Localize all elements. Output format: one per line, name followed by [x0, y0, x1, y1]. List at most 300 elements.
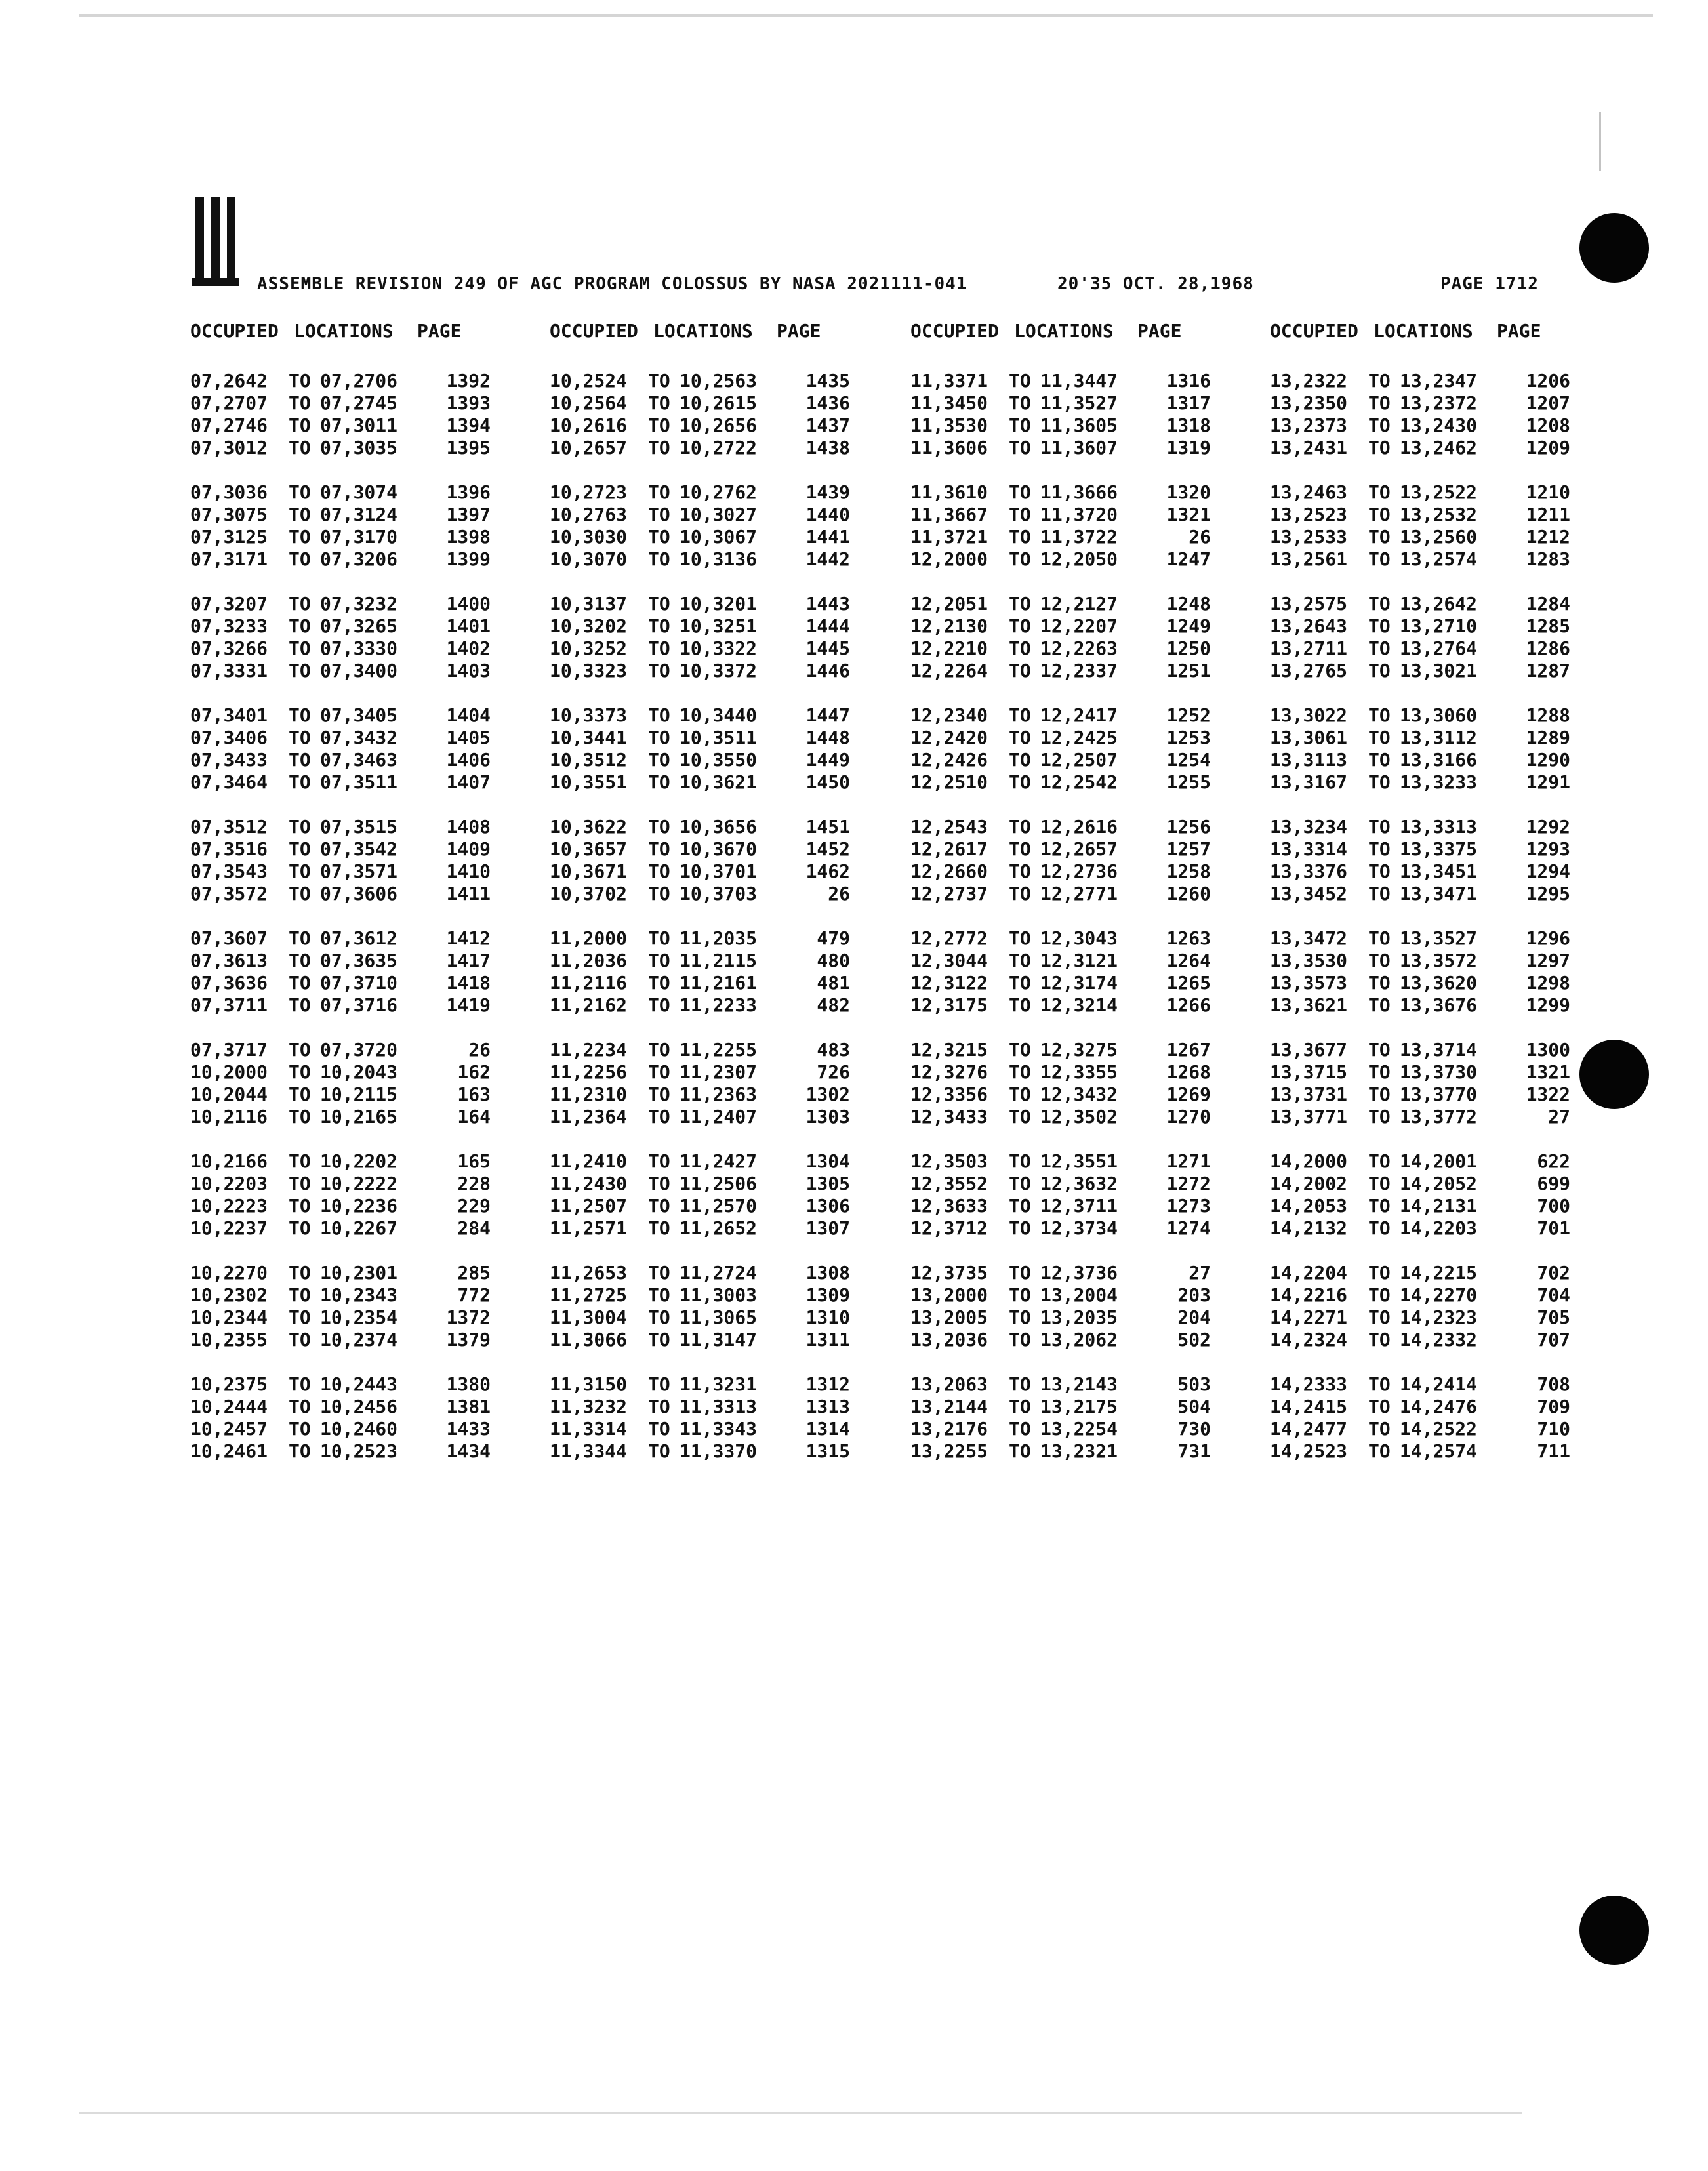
row-group [910, 593, 1238, 682]
page-ref: 1440 [805, 504, 850, 525]
page-ref: 1411 [446, 883, 491, 904]
table-row [1270, 1440, 1598, 1463]
page-ref: 27 [1189, 1262, 1211, 1284]
location-from: 14,2333 [1270, 1373, 1348, 1395]
location-to: 13,3714 [1400, 1039, 1478, 1061]
table-row [190, 638, 518, 660]
table-row [190, 1195, 518, 1217]
page-ref: 229 [457, 1195, 491, 1217]
page-ref: 1256 [1166, 816, 1211, 838]
to-label: TO [1368, 1173, 1391, 1194]
to-label: TO [1009, 615, 1031, 637]
to-label: TO [648, 1150, 670, 1172]
location-to: 07,2706 [320, 370, 398, 392]
table-row [550, 749, 878, 771]
location-to: 13,2347 [1400, 370, 1478, 392]
to-label: TO [648, 950, 670, 971]
location-from: 13,3234 [1270, 816, 1348, 838]
page-ref: 702 [1537, 1262, 1570, 1284]
table-row [1270, 370, 1598, 392]
to-label: TO [289, 994, 311, 1016]
table-row [910, 838, 1238, 861]
location-to: 13,3233 [1400, 771, 1478, 793]
page-ref: 26 [468, 1039, 491, 1061]
location-from: 12,3712 [910, 1217, 988, 1239]
page-ref: 622 [1537, 1150, 1570, 1172]
to-label: TO [648, 1418, 670, 1440]
location-to: 11,3722 [1040, 526, 1118, 548]
page-ref: 1408 [446, 816, 491, 838]
location-to: 11,3666 [1040, 481, 1118, 503]
to-label: TO [1368, 1150, 1391, 1172]
to-label: TO [648, 526, 670, 548]
location-from: 10,3441 [550, 727, 628, 748]
page-ref: 1303 [805, 1106, 850, 1127]
location-to: 11,2363 [680, 1084, 758, 1105]
location-to: 13,2522 [1400, 481, 1478, 503]
location-to: 12,3734 [1040, 1217, 1118, 1239]
location-to: 12,3432 [1040, 1084, 1118, 1105]
to-label: TO [1009, 1284, 1031, 1306]
to-label: TO [1368, 1039, 1391, 1061]
page-ref: 1417 [446, 950, 491, 971]
table-column [550, 320, 878, 1463]
location-to: 13,3166 [1400, 749, 1478, 771]
location-from: 14,2477 [1270, 1418, 1348, 1440]
table-row [910, 1039, 1238, 1061]
location-to: 10,3511 [680, 727, 758, 748]
table-row [550, 727, 878, 749]
page-ref: 1250 [1166, 638, 1211, 659]
page-ref: 1399 [446, 548, 491, 570]
page-ref: 709 [1537, 1396, 1570, 1417]
sync-bar-base [192, 278, 239, 286]
to-label: TO [1009, 1195, 1031, 1217]
row-group [1270, 1039, 1598, 1128]
location-to: 10,2563 [680, 370, 758, 392]
location-from: 13,2176 [910, 1418, 988, 1440]
to-label: TO [289, 727, 311, 748]
table-row [910, 950, 1238, 972]
page-ref: 1316 [1166, 370, 1211, 392]
to-label: TO [289, 927, 311, 949]
to-label: TO [1368, 1440, 1391, 1462]
to-label: TO [1368, 1217, 1391, 1239]
to-label: TO [1368, 1106, 1391, 1127]
page-ref: 1294 [1526, 861, 1570, 882]
table-row [190, 1440, 518, 1463]
location-from: 13,2373 [1270, 415, 1348, 436]
to-label: TO [648, 638, 670, 659]
to-label: TO [1009, 1262, 1031, 1284]
table-row [1270, 838, 1598, 861]
to-label: TO [1368, 749, 1391, 771]
location-from: 11,2310 [550, 1084, 628, 1105]
location-to: 07,3716 [320, 994, 398, 1016]
binder-hole-top [1579, 213, 1649, 283]
location-to: 12,3355 [1040, 1061, 1118, 1083]
page-ref: 1321 [1526, 1061, 1570, 1083]
location-from: 10,3323 [550, 660, 628, 681]
row-group [910, 481, 1238, 571]
location-to: 12,2425 [1040, 727, 1118, 748]
page-ref: 1412 [446, 927, 491, 949]
to-label: TO [1009, 481, 1031, 503]
location-from: 14,2000 [1270, 1150, 1348, 1172]
location-to: 07,3515 [320, 816, 398, 838]
table-row [1270, 392, 1598, 415]
location-from: 10,3551 [550, 771, 628, 793]
location-from: 13,2711 [1270, 638, 1348, 659]
page-ref: 1249 [1166, 615, 1211, 637]
location-from: 07,2746 [190, 415, 268, 436]
location-to: 10,3621 [680, 771, 758, 793]
page-ref: 1258 [1166, 861, 1211, 882]
location-to: 11,2233 [680, 994, 758, 1016]
location-from: 10,2763 [550, 504, 628, 525]
table-row [550, 1106, 878, 1128]
table-row [550, 1217, 878, 1240]
location-from: 12,2737 [910, 883, 988, 904]
location-from: 12,3503 [910, 1150, 988, 1172]
location-from: 11,3004 [550, 1307, 628, 1328]
page-ref: 26 [1189, 526, 1211, 548]
location-from: 10,2166 [190, 1150, 268, 1172]
to-label: TO [648, 415, 670, 436]
page-ref: 1295 [1526, 883, 1570, 904]
table-row [550, 1061, 878, 1084]
location-from: 14,2523 [1270, 1440, 1348, 1462]
location-from: 14,2271 [1270, 1307, 1348, 1328]
location-from: 13,3677 [1270, 1039, 1348, 1061]
page-ref: 1263 [1166, 927, 1211, 949]
sync-bar-2 [211, 197, 220, 281]
location-from: 13,2350 [1270, 392, 1348, 414]
table-row [190, 481, 518, 504]
to-label: TO [289, 950, 311, 971]
to-label: TO [1009, 1418, 1031, 1440]
location-from: 11,2653 [550, 1262, 628, 1284]
location-to: 13,3375 [1400, 838, 1478, 860]
page-ref: 699 [1537, 1173, 1570, 1194]
page-ref: 1264 [1166, 950, 1211, 971]
table-row [1270, 481, 1598, 504]
table-row [910, 615, 1238, 638]
location-to: 12,2127 [1040, 593, 1118, 615]
page-ref: 1271 [1166, 1150, 1211, 1172]
table-row [910, 727, 1238, 749]
location-to: 12,3275 [1040, 1039, 1118, 1061]
location-from: 11,2725 [550, 1284, 628, 1306]
table-row [1270, 816, 1598, 838]
location-from: 12,2264 [910, 660, 988, 681]
table-row [190, 771, 518, 794]
page-ref: 1289 [1526, 727, 1570, 748]
location-to: 13,3471 [1400, 883, 1478, 904]
location-to: 14,2001 [1400, 1150, 1478, 1172]
page-ref: 1444 [805, 615, 850, 637]
page-ref: 1269 [1166, 1084, 1211, 1105]
location-from: 13,2005 [910, 1307, 988, 1328]
row-group [550, 1262, 878, 1351]
table-row [190, 593, 518, 615]
location-to: 11,3003 [680, 1284, 758, 1306]
table-row [910, 1284, 1238, 1307]
location-from: 13,3472 [1270, 927, 1348, 949]
location-to: 12,3214 [1040, 994, 1118, 1016]
to-label: TO [289, 1329, 311, 1350]
location-to: 11,3065 [680, 1307, 758, 1328]
location-from: 13,3314 [1270, 838, 1348, 860]
to-label: TO [1009, 749, 1031, 771]
location-from: 13,2322 [1270, 370, 1348, 392]
location-to: 14,2476 [1400, 1396, 1478, 1417]
table-row [910, 883, 1238, 905]
table-row [190, 504, 518, 526]
to-label: TO [648, 392, 670, 414]
location-to: 12,2616 [1040, 816, 1118, 838]
location-to: 07,3571 [320, 861, 398, 882]
page-ref: 1321 [1166, 504, 1211, 525]
location-from: 13,2431 [1270, 437, 1348, 458]
location-from: 11,3232 [550, 1396, 628, 1417]
page-ref: 1297 [1526, 950, 1570, 971]
location-to: 10,2236 [320, 1195, 398, 1217]
location-to: 10,3322 [680, 638, 758, 659]
location-to: 14,2203 [1400, 1217, 1478, 1239]
row-group [910, 1150, 1238, 1240]
to-label: TO [648, 504, 670, 525]
page-ref: 1380 [446, 1373, 491, 1395]
to-label: TO [1009, 1173, 1031, 1194]
to-label: TO [1368, 972, 1391, 994]
to-label: TO [648, 548, 670, 570]
location-from: 12,3175 [910, 994, 988, 1016]
table-row [910, 1173, 1238, 1195]
to-label: TO [648, 1307, 670, 1328]
location-from: 13,3113 [1270, 749, 1348, 771]
page-ref: 164 [457, 1106, 491, 1127]
to-label: TO [289, 1284, 311, 1306]
page-ref: 1266 [1166, 994, 1211, 1016]
table-row [550, 660, 878, 682]
page-ref: 700 [1537, 1195, 1570, 1217]
to-label: TO [648, 593, 670, 615]
table-row [910, 1418, 1238, 1440]
location-to: 14,2574 [1400, 1440, 1478, 1462]
location-from: 10,2270 [190, 1262, 268, 1284]
page-ref: 1441 [805, 526, 850, 548]
location-to: 11,2427 [680, 1150, 758, 1172]
page-ref: 1260 [1166, 883, 1211, 904]
location-from: 12,2051 [910, 593, 988, 615]
table-row [190, 1373, 518, 1396]
row-group [550, 593, 878, 682]
to-label: TO [648, 1061, 670, 1083]
page-ref: 1406 [446, 749, 491, 771]
to-label: TO [289, 861, 311, 882]
location-from: 10,3702 [550, 883, 628, 904]
to-label: TO [289, 1373, 311, 1395]
table-row [190, 615, 518, 638]
table-row [1270, 615, 1598, 638]
table-row [910, 972, 1238, 994]
table-row [910, 994, 1238, 1017]
page-ref: 480 [817, 950, 850, 971]
location-to: 07,3405 [320, 704, 398, 726]
page-ref: 1400 [446, 593, 491, 615]
to-label: TO [289, 1396, 311, 1417]
table-row [910, 1440, 1238, 1463]
location-from: 14,2132 [1270, 1217, 1348, 1239]
location-to: 13,2710 [1400, 615, 1478, 637]
location-from: 07,3572 [190, 883, 268, 904]
page-ref: 1404 [446, 704, 491, 726]
row-group [910, 1262, 1238, 1351]
location-to: 11,3720 [1040, 504, 1118, 525]
table-column [1270, 320, 1598, 1463]
location-to: 10,2222 [320, 1173, 398, 1194]
table-row [910, 660, 1238, 682]
table-row [1270, 1195, 1598, 1217]
to-label: TO [1368, 816, 1391, 838]
location-to: 12,3043 [1040, 927, 1118, 949]
row-group [910, 370, 1238, 459]
location-from: 10,2616 [550, 415, 628, 436]
to-label: TO [1368, 548, 1391, 570]
location-to: 12,2207 [1040, 615, 1118, 637]
table-row [190, 727, 518, 749]
page-ref: 1284 [1526, 593, 1570, 615]
location-to: 12,2771 [1040, 883, 1118, 904]
page-ref: 1304 [805, 1150, 850, 1172]
table-row [550, 994, 878, 1017]
to-label: TO [648, 749, 670, 771]
column-header [190, 320, 518, 354]
column-header-locations: LOCATIONS [1373, 320, 1473, 342]
page-ref: 1450 [805, 771, 850, 793]
page-ref: 1322 [1526, 1084, 1570, 1105]
location-from: 10,3657 [550, 838, 628, 860]
location-to: 12,3632 [1040, 1173, 1118, 1194]
location-from: 12,3215 [910, 1039, 988, 1061]
location-to: 13,3060 [1400, 704, 1478, 726]
table-row [550, 437, 878, 459]
location-to: 10,3440 [680, 704, 758, 726]
page-ref: 1309 [805, 1284, 850, 1306]
location-from: 10,2223 [190, 1195, 268, 1217]
table-row [550, 1195, 878, 1217]
location-to: 07,3074 [320, 481, 398, 503]
location-from: 11,3530 [910, 415, 988, 436]
location-to: 14,2414 [1400, 1373, 1478, 1395]
to-label: TO [289, 1150, 311, 1172]
to-label: TO [1368, 1061, 1391, 1083]
location-from: 12,2510 [910, 771, 988, 793]
location-from: 13,2643 [1270, 615, 1348, 637]
location-to: 10,2762 [680, 481, 758, 503]
to-label: TO [648, 1084, 670, 1105]
location-to: 13,2642 [1400, 593, 1478, 615]
page-ref: 1410 [446, 861, 491, 882]
page-ref: 1434 [446, 1440, 491, 1462]
row-group [1270, 1150, 1598, 1240]
location-to: 07,3606 [320, 883, 398, 904]
location-to: 11,3343 [680, 1418, 758, 1440]
to-label: TO [648, 370, 670, 392]
location-from: 13,3167 [1270, 771, 1348, 793]
location-from: 11,2430 [550, 1173, 628, 1194]
to-label: TO [289, 1217, 311, 1239]
table-row [190, 1106, 518, 1128]
table-row [550, 927, 878, 950]
location-from: 10,2657 [550, 437, 628, 458]
location-from: 07,3433 [190, 749, 268, 771]
page-ref: 1283 [1526, 548, 1570, 570]
location-to: 10,2267 [320, 1217, 398, 1239]
table-row [910, 415, 1238, 437]
location-from: 13,3621 [1270, 994, 1348, 1016]
to-label: TO [1009, 660, 1031, 681]
to-label: TO [648, 615, 670, 637]
location-to: 10,3067 [680, 526, 758, 548]
location-to: 13,3620 [1400, 972, 1478, 994]
location-from: 13,2144 [910, 1396, 988, 1417]
to-label: TO [648, 994, 670, 1016]
table-row [190, 548, 518, 571]
location-to: 11,3605 [1040, 415, 1118, 436]
location-to: 10,3656 [680, 816, 758, 838]
location-from: 13,2255 [910, 1440, 988, 1462]
location-from: 12,3433 [910, 1106, 988, 1127]
table-column [910, 320, 1238, 1463]
location-to: 12,3174 [1040, 972, 1118, 994]
location-from: 10,3137 [550, 593, 628, 615]
table-row [1270, 638, 1598, 660]
page-ref: 1433 [446, 1418, 491, 1440]
location-from: 10,2524 [550, 370, 628, 392]
table-row [190, 1084, 518, 1106]
page-ref: 1285 [1526, 615, 1570, 637]
table-row [190, 1396, 518, 1418]
location-to: 14,2215 [1400, 1262, 1478, 1284]
location-to: 14,2131 [1400, 1195, 1478, 1217]
table-row [910, 1262, 1238, 1284]
location-from: 13,2523 [1270, 504, 1348, 525]
to-label: TO [1009, 704, 1031, 726]
page-ref: 1286 [1526, 638, 1570, 659]
to-label: TO [289, 1418, 311, 1440]
column-header-occupied: OCCUPIED [1270, 320, 1358, 342]
to-label: TO [1368, 927, 1391, 949]
page-ref: 1212 [1526, 526, 1570, 548]
location-from: 07,3512 [190, 816, 268, 838]
page-ref: 726 [817, 1061, 850, 1083]
table-row [550, 370, 878, 392]
row-group [1270, 1262, 1598, 1351]
to-label: TO [1368, 994, 1391, 1016]
location-to: 12,2542 [1040, 771, 1118, 793]
table-row [190, 927, 518, 950]
location-from: 12,3276 [910, 1061, 988, 1083]
to-label: TO [648, 660, 670, 681]
table-row [910, 1150, 1238, 1173]
location-from: 07,3543 [190, 861, 268, 882]
page-ref: 1395 [446, 437, 491, 458]
page-ref: 1287 [1526, 660, 1570, 681]
location-to: 10,2165 [320, 1106, 398, 1127]
table-row [190, 1329, 518, 1351]
